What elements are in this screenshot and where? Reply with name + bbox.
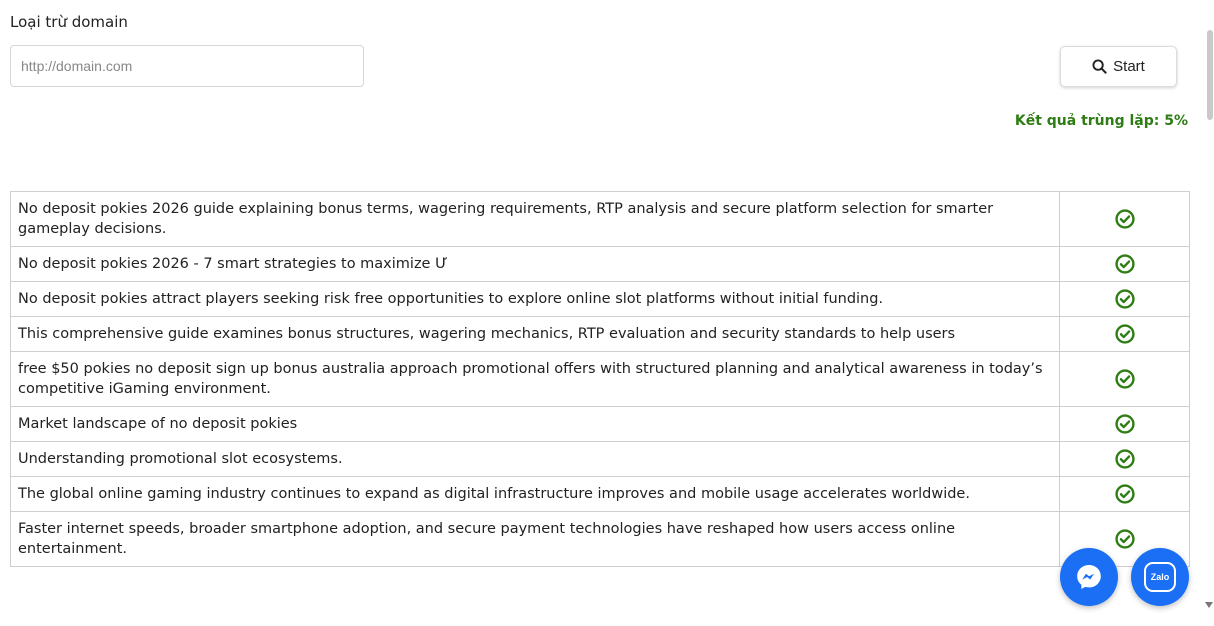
status-cell bbox=[1060, 317, 1190, 352]
domain-input[interactable] bbox=[10, 45, 364, 87]
start-button-label: Start bbox=[1113, 58, 1145, 75]
table-row bbox=[11, 352, 1190, 407]
zalo-button[interactable] bbox=[1131, 548, 1189, 606]
sentence-text: free $50 pokies no deposit sign up bonus australia approach promotional offers with structured planning and analytical awareness in today’s competitive iGaming environment. bbox=[11, 352, 1060, 407]
sentence-text: The global online gaming industry continues to expand as digital infrastructure improves and mobile usage accelerates worldwide. bbox=[11, 477, 1060, 512]
status-cell bbox=[1060, 477, 1190, 512]
table-row bbox=[11, 247, 1190, 282]
table-row bbox=[11, 442, 1190, 477]
check-circle-icon bbox=[1114, 528, 1136, 550]
check-circle-icon bbox=[1114, 413, 1136, 435]
start-button[interactable] bbox=[1060, 46, 1177, 87]
sentence-text: This comprehensive guide examines bonus structures, wagering mechanics, RTP evaluation and security standards to help users bbox=[11, 317, 1060, 352]
check-circle-icon bbox=[1114, 448, 1136, 470]
check-circle-icon bbox=[1114, 288, 1136, 310]
sentence-text: Understanding promotional slot ecosystems. bbox=[11, 442, 1060, 477]
sentence-text: No deposit pokies 2026 guide explaining bonus terms, wagering requirements, RTP analysis and secure platform selection for smarter gameplay decisions. bbox=[11, 192, 1060, 247]
zalo-icon bbox=[1144, 562, 1176, 592]
search-icon bbox=[1092, 59, 1107, 74]
table-row bbox=[11, 282, 1190, 317]
table-row bbox=[11, 317, 1190, 352]
check-circle-icon bbox=[1114, 368, 1136, 390]
table-row bbox=[11, 407, 1190, 442]
zalo-label: Zalo bbox=[1150, 572, 1170, 582]
status-cell bbox=[1060, 352, 1190, 407]
status-cell bbox=[1060, 442, 1190, 477]
messenger-button[interactable] bbox=[1060, 548, 1118, 606]
check-circle-icon bbox=[1114, 323, 1136, 345]
exclude-domain-label: Loại trừ domain bbox=[10, 13, 128, 31]
table-row bbox=[11, 192, 1190, 247]
messenger-icon bbox=[1074, 562, 1104, 592]
check-circle-icon bbox=[1114, 208, 1136, 230]
check-circle-icon bbox=[1114, 253, 1136, 275]
status-cell bbox=[1060, 407, 1190, 442]
table-row bbox=[11, 477, 1190, 512]
sentence-text: No deposit pokies attract players seeking risk free opportunities to explore online slot platforms without initial funding. bbox=[11, 282, 1060, 317]
check-circle-icon bbox=[1114, 483, 1136, 505]
sentence-text: Faster internet speeds, broader smartphone adoption, and secure payment technologies have reshaped how users access online entertainment. bbox=[11, 512, 1060, 567]
scroll-down-icon[interactable] bbox=[1205, 602, 1213, 608]
sentence-text: Market landscape of no deposit pokies bbox=[11, 407, 1060, 442]
table-row bbox=[11, 512, 1190, 567]
status-cell bbox=[1060, 247, 1190, 282]
sentence-text: No deposit pokies 2026 - 7 smart strategies to maximize Ư bbox=[11, 247, 1060, 282]
duplicate-result: Kết quả trùng lặp: 5% bbox=[1014, 113, 1188, 129]
scrollbar-thumb[interactable] bbox=[1207, 30, 1213, 120]
status-cell bbox=[1060, 192, 1190, 247]
status-cell bbox=[1060, 282, 1190, 317]
results-table bbox=[10, 191, 1190, 567]
